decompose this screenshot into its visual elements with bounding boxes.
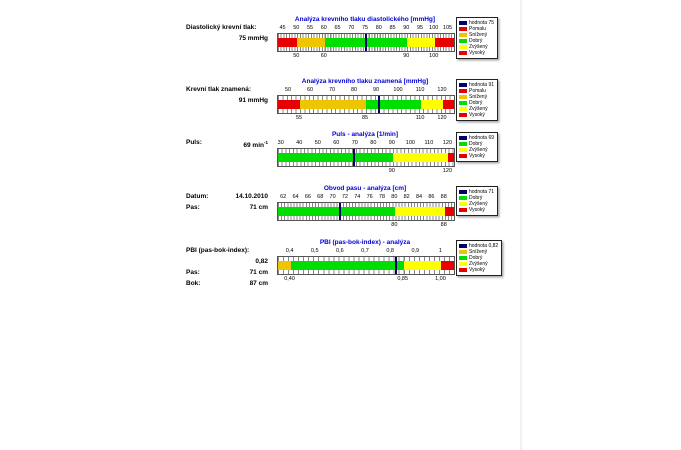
legend-swatch <box>459 39 467 43</box>
gauge-segment <box>445 207 454 216</box>
gauge-tick-label: 75 <box>361 25 369 31</box>
gauge-value-marker <box>365 34 367 51</box>
measurement-row <box>186 203 268 212</box>
legend-swatch <box>459 95 467 99</box>
gauge-tick-label: 100 <box>429 25 439 31</box>
gauge-tick-label: 90 <box>372 87 380 93</box>
legend-box <box>456 186 498 216</box>
measurement-label: Datum: <box>186 193 209 200</box>
measurement-label: Pas: <box>186 204 200 211</box>
legend-label: hodnota 71 <box>469 189 495 195</box>
gauge-tick-label: 80 <box>370 140 377 146</box>
legend-swatch <box>459 83 467 87</box>
gauge-tick-label: 100 <box>405 140 415 146</box>
gauge-segment <box>404 261 442 270</box>
legend-label: Snížený <box>469 94 488 100</box>
legend-row <box>459 267 498 273</box>
gauge-tick-label: 0,5 <box>310 248 319 254</box>
measurement-row <box>186 23 268 32</box>
measurement-value: 71 cm <box>249 204 268 211</box>
gauge-tick-labels <box>277 248 453 255</box>
gauge-bottom-label: 120 <box>442 168 453 174</box>
gauge-tick-label: 70 <box>329 194 336 200</box>
gauge-segment <box>395 207 444 216</box>
legend-swatch <box>459 27 467 31</box>
gauge-segment <box>448 153 454 162</box>
gauge-tick-label: 45 <box>279 25 286 31</box>
legend-label: Dobrý <box>469 195 483 201</box>
gauge-value-marker <box>339 203 341 220</box>
legend-row <box>459 153 494 159</box>
measurement-row <box>186 192 268 201</box>
legend-swatch <box>459 45 467 49</box>
legend-swatch <box>459 101 467 105</box>
measurement-label: Krevní tlak znamená: <box>186 86 252 93</box>
gauge-title: Analýza krevního tlaku znamená [mmHg] <box>301 78 429 85</box>
gauge-tick-label: 55 <box>306 25 314 31</box>
legend-box <box>456 132 498 162</box>
legend-swatch <box>459 244 467 248</box>
legend-row <box>459 112 494 118</box>
legend-label: hodnota 69 <box>469 135 495 141</box>
legend-label: Dobrý <box>469 100 483 106</box>
gauge-value-marker <box>378 96 380 113</box>
gauge-bar <box>277 256 455 275</box>
gauge-bottom-label: 80 <box>391 222 398 228</box>
gauge-tick-label: 40 <box>296 140 303 146</box>
legend-label: Vysoký <box>469 207 485 213</box>
legend-swatch <box>459 268 467 272</box>
gauge-tick-label: 50 <box>314 140 321 146</box>
gauge-value-marker <box>395 257 397 274</box>
gauge-tick-label: 0,4 <box>285 248 294 254</box>
gauge-bottom-label: 110 <box>415 115 425 121</box>
gauge-tick-label: 60 <box>333 140 340 146</box>
gauge-tick-label: 64 <box>292 194 299 200</box>
analysis-section <box>0 78 681 134</box>
legend-label: Snížený <box>469 249 488 255</box>
measurement-label: Pas: <box>186 269 200 276</box>
legend-row <box>459 50 494 56</box>
measurement-row <box>186 85 268 94</box>
analysis-section <box>0 239 681 295</box>
gauge-segment <box>291 261 404 270</box>
legend-swatch <box>459 113 467 117</box>
gauge-ruler-bottom <box>278 216 454 220</box>
gauge-bottom-labels <box>277 168 453 175</box>
page-divider <box>520 0 522 450</box>
gauge-bar <box>277 202 455 221</box>
legend-swatch <box>459 190 467 194</box>
gauge-tick-label: 120 <box>442 140 453 146</box>
measurement-label: Diastolický krevní tlak: <box>186 24 257 31</box>
gauge-segment <box>443 100 454 109</box>
gauge-title: Obvod pasu - analýza [cm] <box>323 185 407 192</box>
gauge-tick-label: 80 <box>391 194 398 200</box>
measurement-value: 14.10.2010 <box>235 193 268 200</box>
gauge-tick-label: 65 <box>334 25 341 31</box>
measurement-block <box>186 246 268 290</box>
measurement-block <box>186 192 268 214</box>
gauge-segment <box>407 38 435 47</box>
gauge-tick-label: 110 <box>415 87 425 93</box>
gauge-bar <box>277 95 455 114</box>
legend-swatch <box>459 262 467 266</box>
legend-box <box>456 79 498 121</box>
gauge-tick-label: 95 <box>416 25 424 31</box>
gauge-tick-label: 85 <box>389 25 396 31</box>
legend-swatch <box>459 89 467 93</box>
legend-swatch <box>459 107 467 111</box>
legend-label: Vysoký <box>469 112 485 118</box>
legend-swatch <box>459 196 467 200</box>
gauge-bottom-label: 90 <box>388 168 395 174</box>
gauge-tick-label: 0,8 <box>386 248 394 254</box>
analysis-section <box>0 16 681 72</box>
gauge-tick-label: 90 <box>388 140 395 146</box>
gauge-bottom-label: 120 <box>437 115 447 121</box>
gauge-tick-label: 70 <box>328 87 336 93</box>
gauge-bottom-label: 0,85 <box>397 276 409 282</box>
gauge-segment <box>421 100 443 109</box>
legend-swatch <box>459 154 467 158</box>
legend-label: Zvýšený <box>469 201 488 207</box>
measurement-value: 87 cm <box>249 280 268 287</box>
gauge-bottom-label: 88 <box>440 222 447 228</box>
legend-box <box>456 17 498 59</box>
gauge-tick-label: 86 <box>428 194 435 200</box>
legend-label: Vysoký <box>469 153 485 159</box>
gauge-segment <box>278 38 297 47</box>
gauge-tick-label: 90 <box>403 25 410 31</box>
legend-label: hodnota 91 <box>469 82 495 88</box>
gauge-bottom-label: 90 <box>403 53 410 59</box>
legend-swatch <box>459 148 467 152</box>
gauge-segment <box>366 100 421 109</box>
gauge-tick-label: 74 <box>354 194 361 200</box>
gauge-tick-label: 50 <box>284 87 292 93</box>
gauge-ruler-bottom <box>278 162 454 166</box>
gauge-tick-label: 78 <box>378 194 386 200</box>
measurement-block <box>186 138 268 152</box>
gauge-ruler-bottom <box>278 109 454 113</box>
legend-swatch <box>459 21 467 25</box>
legend-swatch <box>459 142 467 146</box>
legend-row <box>459 207 494 213</box>
legend-label: Zvýšený <box>469 261 488 267</box>
gauge-tick-labels <box>277 87 453 94</box>
measurement-row <box>186 246 268 255</box>
legend-label: Dobrý <box>469 38 483 44</box>
gauge-tick-label: 82 <box>403 194 410 200</box>
gauge-bottom-label: 50 <box>293 53 300 59</box>
gauge-bottom-label: 60 <box>320 53 327 59</box>
gauge-tick-label: 105 <box>442 25 453 31</box>
gauge-tick-labels <box>277 25 453 32</box>
legend-swatch <box>459 51 467 55</box>
legend-swatch <box>459 250 467 254</box>
gauge-tick-label: 60 <box>320 25 327 31</box>
gauge-tick-label: 0,7 <box>361 248 369 254</box>
gauge-value-marker <box>353 149 355 166</box>
gauge-tick-label: 88 <box>440 194 447 200</box>
gauge-tick-label: 80 <box>375 25 382 31</box>
gauge-tick-label: 70 <box>348 25 355 31</box>
legend-swatch <box>459 208 467 212</box>
gauge-tick-label: 110 <box>424 140 434 146</box>
gauge-tick-label: 76 <box>366 194 373 200</box>
gauge-tick-label: 62 <box>280 194 287 200</box>
gauge-ruler-bottom <box>278 270 454 274</box>
legend-label: hodnota 0,82 <box>469 243 499 249</box>
gauge-segment <box>278 100 300 109</box>
gauge-segment <box>278 153 393 162</box>
measurement-row <box>186 34 268 43</box>
gauge-tick-label: 70 <box>351 140 358 146</box>
measurement-label: Puls: <box>186 139 202 146</box>
measurement-label: Bok: <box>186 280 201 287</box>
gauge-bottom-label: 85 <box>361 115 369 121</box>
gauge-tick-labels <box>277 140 453 147</box>
gauge-bar <box>277 33 455 52</box>
gauge-tick-label: 60 <box>306 87 314 93</box>
measurement-value <box>256 23 268 32</box>
gauge-bottom-labels <box>277 115 453 122</box>
gauge-segment <box>441 261 454 270</box>
measurement-value: 71 cm <box>249 269 268 276</box>
measurement-value: 75 mmHg <box>238 35 268 42</box>
legend-label: Vysoký <box>469 267 485 273</box>
legend-label: Dobrý <box>469 255 483 261</box>
gauge-tick-label: 1 <box>438 248 442 254</box>
legend-label: Dobrý <box>469 141 483 147</box>
measurement-row <box>186 96 268 105</box>
measurement-label: PBI (pas-bok-index): <box>186 247 250 254</box>
gauge-tick-label: 120 <box>437 87 447 93</box>
gauge-bottom-label: 0,40 <box>284 276 295 282</box>
analysis-section <box>0 131 681 187</box>
analysis-section <box>0 185 681 241</box>
gauge-tick-label: 50 <box>293 25 300 31</box>
gauge-segment <box>278 261 291 270</box>
measurement-row <box>186 257 268 266</box>
gauge-tick-labels <box>277 194 453 201</box>
legend-swatch <box>459 33 467 37</box>
gauge-tick-label: 0,6 <box>336 248 344 254</box>
gauge-tick-label: 100 <box>393 87 403 93</box>
gauge-tick-label: 80 <box>350 87 358 93</box>
measurement-value <box>249 246 268 255</box>
gauge-segment <box>297 38 325 47</box>
measurement-value: 0,82 <box>255 258 268 265</box>
legend-swatch <box>459 202 467 206</box>
gauge-bottom-labels <box>277 53 453 60</box>
legend-label: Pomalu <box>469 26 486 32</box>
gauge-bar <box>277 148 455 167</box>
gauge-tick-label: 68 <box>317 194 324 200</box>
measurement-block <box>186 85 268 107</box>
legend-label: Snížený <box>469 32 488 38</box>
legend-label: Zvýšený <box>469 44 488 50</box>
measurement-row <box>186 138 268 150</box>
gauge-segment <box>393 153 449 162</box>
gauge-tick-label: 72 <box>341 194 348 200</box>
gauge-segment <box>435 38 454 47</box>
gauge-segment <box>300 100 366 109</box>
gauge-title: PBI (pas-bok-index) - analýza <box>319 239 411 246</box>
legend-label: Zvýšený <box>469 106 488 112</box>
measurement-block <box>186 23 268 45</box>
legend-swatch <box>459 256 467 260</box>
gauge-segment <box>278 207 395 216</box>
legend-label: Zvýšený <box>469 147 488 153</box>
measurement-value-sup: -1 <box>263 140 268 145</box>
measurement-value: 91 mmHg <box>238 97 268 104</box>
gauge-bottom-labels <box>277 276 453 283</box>
gauge-bottom-label: 1,00 <box>435 276 446 282</box>
gauge-tick-label: 0,9 <box>411 248 420 254</box>
measurement-row <box>186 268 268 277</box>
gauge-tick-label: 66 <box>304 194 311 200</box>
gauge-tick-label: 30 <box>277 140 284 146</box>
legend-swatch <box>459 136 467 140</box>
gauge-bottom-label: 100 <box>429 53 439 59</box>
gauge-tick-label: 84 <box>415 194 423 200</box>
gauge-bottom-labels <box>277 222 453 229</box>
measurement-value: 69 $\min^{-1}$ <box>243 140 268 150</box>
legend-label: Vysoký <box>469 50 485 56</box>
measurement-row <box>186 279 268 288</box>
gauge-title: Puls - analýza [1/min] <box>331 131 399 138</box>
gauge-title: Analýza krevního tlaku diastolického [mmHg] <box>294 16 436 23</box>
legend-box <box>456 240 502 276</box>
legend-label: Pomalu <box>469 88 486 94</box>
gauge-bottom-label: 55 <box>295 115 303 121</box>
legend-label: hodnota 75 <box>469 20 495 26</box>
measurement-value <box>251 85 268 94</box>
